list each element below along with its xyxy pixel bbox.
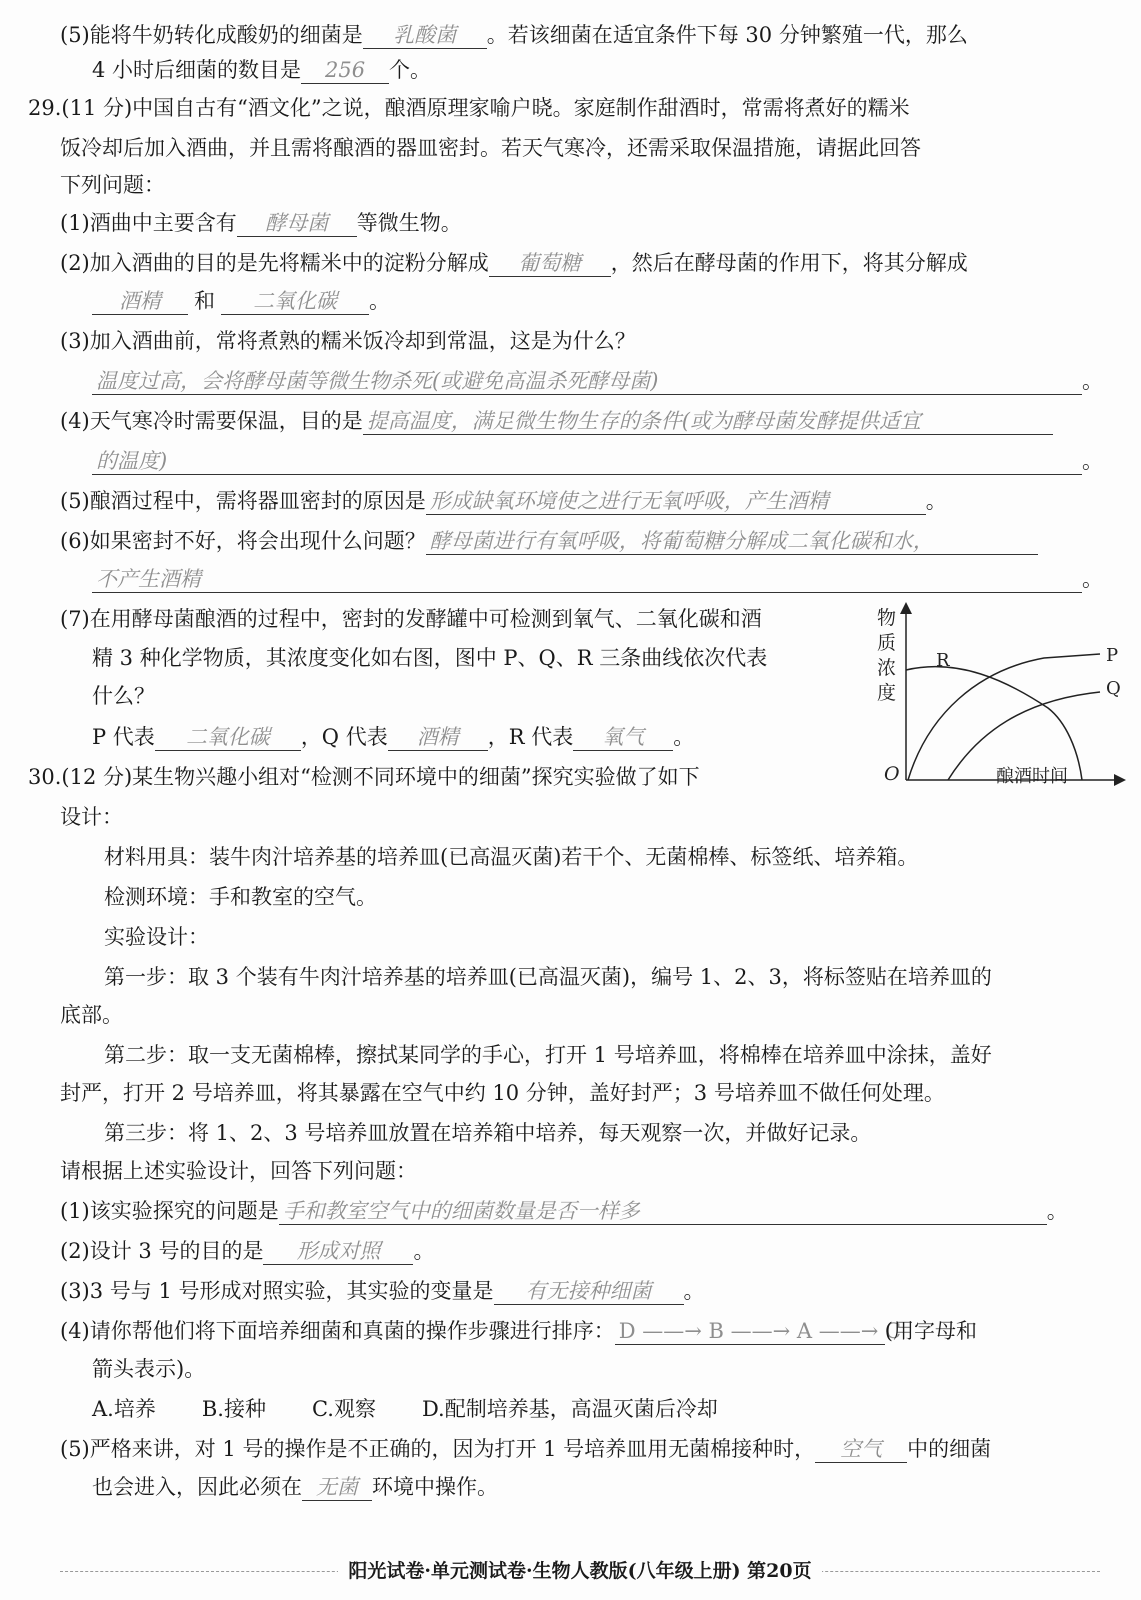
question-text: 。 bbox=[683, 1279, 705, 1303]
q30-header: 30.(12 分)某生物兴趣小组对“检测不同环境中的细菌”探究实验做了如下 bbox=[28, 765, 700, 789]
q29-2-line1 bbox=[60, 248, 968, 278]
origin-label: O bbox=[884, 763, 900, 785]
question-text: (2)加入酒曲的目的是先将糯米中的淀粉分解成 bbox=[60, 251, 489, 275]
question-text: ，Q 代表 bbox=[300, 725, 388, 749]
q29-6-line2 bbox=[92, 564, 1103, 594]
option-b: B.接种 bbox=[201, 1397, 266, 1421]
question-text: (4)天气寒冷时需要保温，目的是 bbox=[60, 409, 363, 433]
chart-svg bbox=[868, 604, 1124, 798]
question-text: (1)该实验探究的问题是 bbox=[60, 1199, 279, 1223]
footer-divider bbox=[800, 1571, 1100, 1572]
q30-3 bbox=[60, 1276, 705, 1306]
question-text: 。 bbox=[925, 489, 947, 513]
answer-blank[interactable]: 提高温度，满足微生物生存的条件(或为酵母菌发酵提供适宜 bbox=[363, 408, 1053, 435]
q30-materials: 材料用具：装牛肉汁培养基的培养皿(已高温灭菌)若干个、无菌棉棒、标签纸、培养箱。 bbox=[104, 845, 919, 869]
question-text: 个。 bbox=[389, 58, 432, 82]
q29-header: 下列问题： bbox=[60, 173, 165, 197]
q30-step3: 第三步：将 1、2、3 号培养皿放置在培养箱中培养，每天观察一次，并做好记录。 bbox=[104, 1121, 872, 1145]
q30-1 bbox=[60, 1196, 1068, 1226]
answer-blank[interactable]: 葡萄糖 bbox=[489, 250, 611, 277]
footer-text: 阳光试卷·单元测试卷·生物人教版(八年级上册) 第20页 bbox=[338, 1560, 821, 1582]
answer-blank[interactable]: 氧气 bbox=[573, 724, 673, 751]
page-footer bbox=[60, 1556, 1100, 1586]
answer-blank[interactable]: 酒精 bbox=[92, 288, 188, 315]
q30-environment: 检测环境：手和教室的空气。 bbox=[104, 885, 377, 909]
answer-blank[interactable]: 手和教室空气中的细菌数量是否一样多 bbox=[279, 1198, 1047, 1225]
series-label-q: Q bbox=[1106, 678, 1121, 699]
question-text: P 代表 bbox=[92, 725, 155, 749]
question-text: 。 bbox=[1082, 369, 1103, 393]
q29-7-text: 精 3 种化学物质，其浓度变化如右图，图中 P、Q、R 三条曲线依次代表 bbox=[92, 646, 768, 670]
answer-blank[interactable]: 温度过高，会将酵母菌等微生物杀死(或避免高温杀死酵母菌) bbox=[92, 368, 1082, 395]
answer-blank[interactable]: 256 bbox=[301, 57, 389, 84]
q29-4-line2 bbox=[92, 446, 1103, 476]
question-text: (3)3 号与 1 号形成对照实验，其实验的变量是 bbox=[60, 1279, 494, 1303]
q30-5-line2 bbox=[92, 1472, 498, 1502]
q29-2-line2 bbox=[92, 286, 390, 316]
answer-blank[interactable]: 乳酸菌 bbox=[363, 22, 487, 49]
q29-header: 29.(11 分)中国自古有“酒文化”之说，酿酒原理家喻户晓。家庭制作甜酒时，常需将煮好的糯米 bbox=[28, 96, 910, 120]
question-text: 。 bbox=[1046, 1199, 1068, 1223]
footer-divider bbox=[60, 1571, 360, 1572]
y-axis-label-char: 物 bbox=[877, 607, 897, 629]
option-a: A.培养 bbox=[92, 1397, 156, 1421]
q28-5-line2 bbox=[92, 55, 431, 85]
question-text: (5)酿酒过程中，需将器皿密封的原因是 bbox=[60, 489, 426, 513]
y-axis-label-char: 浓 bbox=[877, 657, 897, 679]
q30-design-title: 实验设计： bbox=[104, 925, 209, 949]
series-line-p bbox=[908, 654, 1100, 780]
series-line-r bbox=[906, 667, 1082, 780]
question-text: 。若该细菌在适宜条件下每 30 分钟繁殖一代，那么 bbox=[486, 23, 968, 47]
question-text: 中的细菌 bbox=[907, 1437, 992, 1461]
answer-blank[interactable]: 二氧化碳 bbox=[221, 288, 369, 315]
question-text: (5)能将牛奶转化成酸奶的细菌是 bbox=[60, 23, 363, 47]
series-label-p: P bbox=[1106, 645, 1119, 666]
question-text: ，然后在酵母菌的作用下，将其分解成 bbox=[610, 251, 968, 275]
q30-4-line1 bbox=[60, 1316, 977, 1346]
q29-1 bbox=[60, 208, 462, 238]
q30-step2: 封严，打开 2 号培养皿，将其暴露在空气中约 10 分钟，盖好封严；3 号培养皿不做任何处理。 bbox=[60, 1081, 945, 1105]
q30-5-line1 bbox=[60, 1434, 991, 1464]
concentration-chart bbox=[868, 604, 1124, 798]
q29-7-text: 什么？ bbox=[92, 684, 155, 708]
question-text: 。 bbox=[413, 1239, 435, 1263]
answer-blank[interactable]: 形成对照 bbox=[263, 1238, 413, 1265]
question-text: 环境中操作。 bbox=[372, 1475, 498, 1499]
q29-7-text: (7)在用酵母菌酿酒的过程中，密封的发酵罐中可检测到氧气、二氧化碳和酒 bbox=[60, 607, 762, 631]
question-text: (5)严格来讲，对 1 号的操作是不正确的，因为打开 1 号培养皿用无菌棉接种时， bbox=[60, 1437, 816, 1461]
q28-5-line1 bbox=[60, 20, 968, 50]
answer-blank[interactable]: 不产生酒精 bbox=[92, 566, 1082, 593]
q30-4-options bbox=[92, 1394, 764, 1424]
answer-blank[interactable]: 空气 bbox=[815, 1436, 907, 1463]
option-c: C.观察 bbox=[311, 1397, 376, 1421]
q30-step1: 第一步：取 3 个装有牛肉汁培养基的培养皿(已高温灭菌)，编号 1、2、3，将标签贴在培养皿的 bbox=[104, 965, 992, 989]
q29-5 bbox=[60, 486, 947, 516]
answer-blank[interactable]: 无菌 bbox=[302, 1474, 372, 1501]
answer-blank[interactable]: 酒精 bbox=[388, 724, 488, 751]
q30-prompt: 请根据上述实验设计，回答下列问题： bbox=[60, 1159, 417, 1183]
x-axis-label: 酿酒时间 bbox=[996, 766, 1068, 787]
question-text: (4)请你帮他们将下面培养细菌和真菌的操作步骤进行排序： bbox=[60, 1319, 615, 1343]
q29-6-line1 bbox=[60, 526, 1038, 556]
q29-header: 饭冷却后加入酒曲，并且需将酿酒的器皿密封。若天气寒冷，还需采取保温措施，请据此回答 bbox=[60, 136, 921, 160]
answer-blank[interactable]: 酵母菌 bbox=[237, 210, 357, 237]
q29-7-answers bbox=[92, 722, 694, 752]
answer-blank[interactable]: 酵母菌进行有氧呼吸，将葡萄糖分解成二氧化碳和水， bbox=[426, 528, 1038, 555]
question-text: 也会进入，因此必须在 bbox=[92, 1475, 302, 1499]
question-text: 。 bbox=[369, 289, 390, 313]
answer-blank[interactable]: 形成缺氧环境使之进行无氧呼吸，产生酒精 bbox=[426, 488, 926, 515]
question-text: 。 bbox=[1082, 449, 1103, 473]
answer-blank[interactable]: 有无接种细菌 bbox=[494, 1278, 684, 1305]
y-axis-label-char: 质 bbox=[877, 632, 897, 654]
q30-header: 设计： bbox=[60, 805, 123, 829]
q29-3-question: (3)加入酒曲前，常将煮熟的糯米饭冷却到常温，这是为什么？ bbox=[60, 329, 636, 353]
question-text: 等微生物。 bbox=[356, 211, 462, 235]
q29-4-line1 bbox=[60, 406, 1053, 436]
q30-2 bbox=[60, 1236, 434, 1266]
answer-blank[interactable]: 的温度) bbox=[92, 448, 1082, 475]
option-d: D.配制培养基，高温灭菌后冷却 bbox=[421, 1397, 718, 1421]
series-label-r: R bbox=[936, 650, 950, 671]
q30-step2: 第二步：取一支无菌棉棒，擦拭某同学的手心，打开 1 号培养皿，将棉棒在培养皿中涂抹，盖好 bbox=[104, 1043, 992, 1067]
y-axis-label-char: 度 bbox=[877, 682, 897, 704]
q30-step1: 底部。 bbox=[60, 1003, 123, 1027]
question-text: 。 bbox=[673, 725, 695, 749]
answer-blank[interactable]: D ——→ B ——→ A ——→ C bbox=[615, 1318, 885, 1345]
question-text: ，R 代表 bbox=[487, 725, 574, 749]
question-text: 和 bbox=[194, 289, 215, 313]
question-text: 4 小时后细菌的数目是 bbox=[92, 58, 302, 82]
question-text: (用字母和 bbox=[884, 1319, 977, 1343]
answer-blank[interactable]: 二氧化碳 bbox=[155, 724, 301, 751]
question-text: (2)设计 3 号的目的是 bbox=[60, 1239, 264, 1263]
q30-4-line2: 箭头表示)。 bbox=[92, 1357, 206, 1381]
question-text: (1)酒曲中主要含有 bbox=[60, 211, 237, 235]
question-text: 。 bbox=[1082, 567, 1103, 591]
question-text: (6)如果密封不好，将会出现什么问题？ bbox=[60, 529, 426, 553]
q29-3-answer bbox=[92, 366, 1103, 396]
